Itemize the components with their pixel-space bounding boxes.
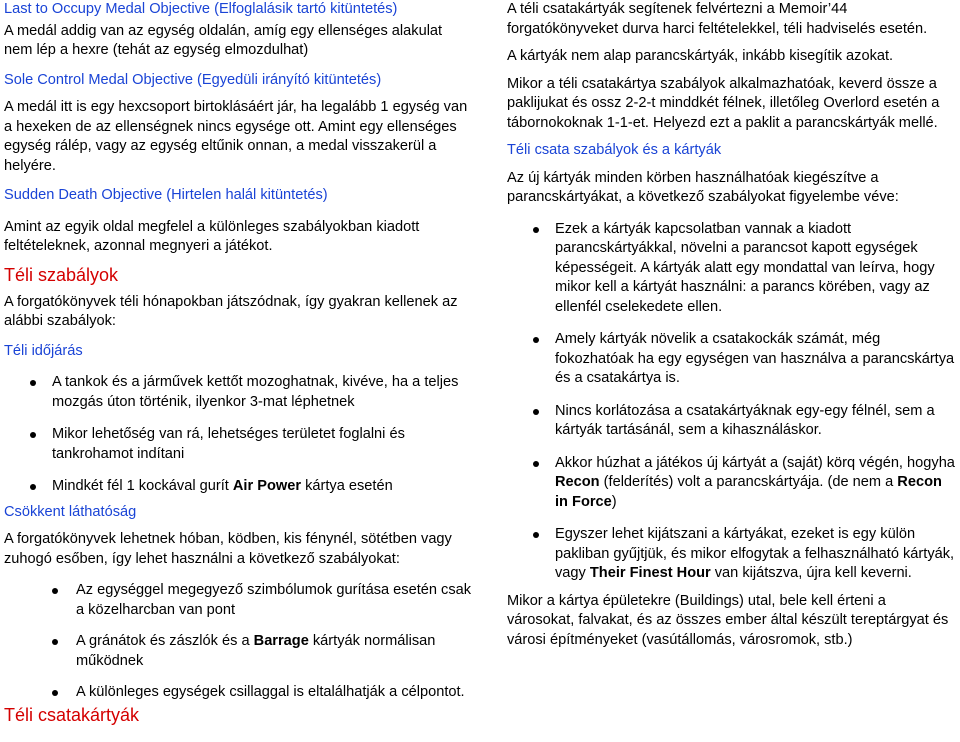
bullet-icon bbox=[30, 484, 36, 490]
cards-rules-heading: Téli csata szabályok és a kártyák bbox=[507, 142, 722, 158]
sudden-death-heading: Sudden Death Objective (Hirtelen halál kitüntetés) bbox=[4, 187, 328, 203]
cards-note: A kártyák nem alap parancskártyák, inkább kisegítik azokat. bbox=[507, 48, 894, 64]
sudden-death-text: Amint az egyik oldal megfelel a különleges szabályokban kiadott feltételeknek, azonnal megnyeri a játékot. bbox=[4, 218, 420, 254]
left-column bbox=[4, 0, 474, 727]
last-occupy-heading: Last to Occupy Medal Objective (Elfoglalásik tartó kitüntetés) bbox=[4, 1, 398, 17]
bullet-icon bbox=[30, 380, 36, 386]
winter-rules-text: A forgatókönyvek téli hónapokban játszódnak, így gyakran kellenek az alábbi szabályok: bbox=[4, 293, 458, 329]
sole-control-heading: Sole Control Medal Objective (Egyedüli irányító kitüntetés) bbox=[4, 71, 382, 88]
visibility-list bbox=[4, 581, 474, 703]
cards-rules-list bbox=[507, 220, 957, 584]
winter-cards-rules: Mikor a téli csatakártya szabályok alkalmazhatóak, keverd össze a paklijukat és ossz 2-2-t minddkét félnek, illetőleg Overlord esetén a tábornokoknak 1-1-et. Helyezd ezt a paklit a parancskártyák mellé. bbox=[507, 75, 940, 131]
list-item: Mindkét fél 1 kockával gurít Air Power kártya esetén bbox=[4, 477, 474, 497]
winter-weather-heading: Téli időjárás bbox=[4, 342, 83, 359]
list-item: Nincs korlátozása a csatakártyáknak egy-egy félnél, sem a kártyák tartásánál, sem a kihasználáskor. bbox=[507, 402, 957, 441]
last-occupy-text: A medál addig van az egység oldalán, amíg egy ellenséges alakulat nem lép a hexre (tehát az egység elmozdulhat) bbox=[4, 22, 443, 58]
list-item: Mikor lehetőség van rá, lehetséges területet foglalni és tankrohamot indítani bbox=[4, 425, 474, 464]
sole-control-text: A medál itt is egy hexcsoport birtoklásáért jár, ha legalább 1 egység van a hexeken de az ellenségnek nincs egysége ott. Amint egy ellenséges egység rálép, vagy az egység eltűnik onnan, a medal visszakerül a helyére. bbox=[4, 99, 468, 174]
visibility-heading: Csökkent láthatóság bbox=[4, 503, 137, 520]
winter-cards-heading: Téli csatakártyák bbox=[4, 704, 140, 725]
bullet-icon bbox=[533, 337, 539, 343]
bullet-icon bbox=[30, 432, 36, 438]
list-item: Az egységgel megegyező szimbólumok gurítása esetén csak a közelharcban van pont bbox=[4, 581, 474, 620]
bullet-icon bbox=[533, 532, 539, 538]
bullet-icon bbox=[533, 409, 539, 415]
visibility-text: A forgatókönyvek lehetnek hóban, ködben, kis fénynél, sötétben vagy zuhogó esőben, így lehet használni a következő szabályokat: bbox=[4, 531, 452, 567]
list-item: Amely kártyák növelik a csatakockák számát, még fokozhatóak ha egy egységen van használva a parancskártya és a csatakártya is. bbox=[507, 330, 957, 389]
winter-rules-heading: Téli szabályok bbox=[4, 264, 119, 285]
bullet-icon bbox=[533, 227, 539, 233]
right-column bbox=[507, 0, 957, 650]
intro-paragraph: A téli csatakártyák segítenek felvértezni a Memoir’44 forgatókönyveket durva harci feltételekkel, téli hadviselés esetén. bbox=[507, 1, 928, 37]
bullet-icon bbox=[533, 461, 539, 467]
list-item: Egyszer lehet kijátszani a kártyákat, ezeket is egy külön pakliban gyűjtjük, és mikor elfogytak a felhasználható kártyák, vagy Their Finest Hour van kijátszva, újra kell keverni. bbox=[507, 525, 957, 584]
list-item: Akkor húzhat a játékos új kártyát a (saját) körq végén, hogyha Recon (felderítés) volt a parancskártyája. (de nem a Recon in Force) bbox=[507, 454, 957, 513]
bullet-icon bbox=[52, 639, 58, 645]
weather-list bbox=[4, 373, 474, 497]
list-item: A gránátok és zászlók és a Barrage kártyák normálisan működnek bbox=[4, 632, 474, 671]
list-item: Ezek a kártyák kapcsolatban vannak a kiadott parancskártyákkal, növelni a parancsot kapott egységek képességeit. A kártyák alatt egy mondattal van leírva, hogy mikor kell a kártyát használni: a parancs körében, vagy az ellenfél cselekedete ellen. bbox=[507, 220, 957, 318]
bullet-icon bbox=[52, 690, 58, 696]
list-item: A különleges egységek csillaggal is eltalálhatják a célpontot. bbox=[4, 683, 474, 703]
cards-usage-text: Az új kártyák minden körben használhatóak kiegészítve a parancskártyákat, a következő szabályokat figyelembe véve: bbox=[507, 169, 899, 205]
buildings-note: Mikor a kártya épületekre (Buildings) utal, bele kell érteni a városokat, falvakat, és az összes ember által készült tereptárgyat és városi építményeket (vasútállomás, városromok, stb.) bbox=[507, 592, 949, 648]
bullet-icon bbox=[52, 588, 58, 594]
list-item: A tankok és a járművek kettőt mozoghatnak, kivéve, ha a teljes mozgás úton történik, ilyenkor 3-mat léphetnek bbox=[4, 373, 474, 412]
